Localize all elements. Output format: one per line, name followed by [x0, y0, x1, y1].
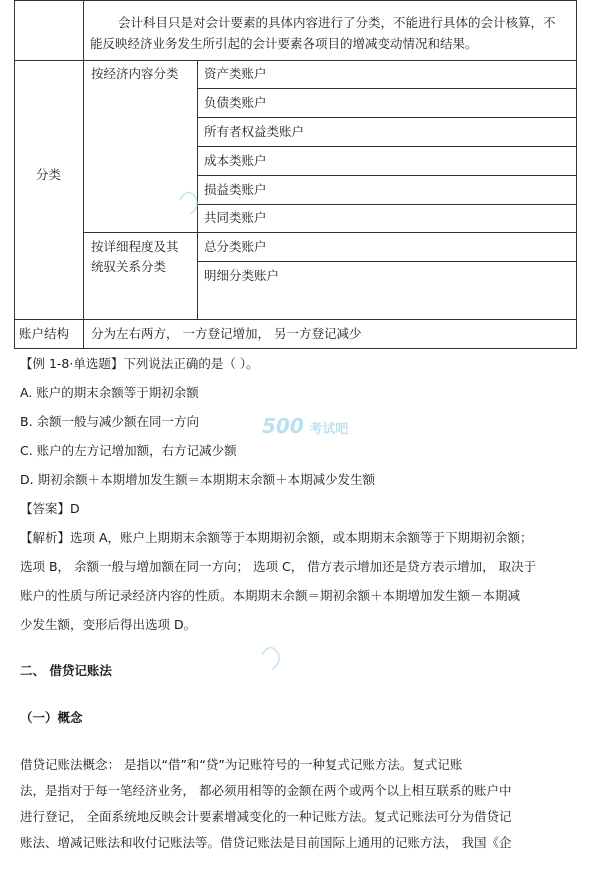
by-detail-label-line-2: 统驭关系分类 — [91, 259, 167, 274]
by-content-label: 按经济内容分类 — [91, 66, 179, 81]
body-line-4: 账法、增减记账法和收付记账法等。借贷记账法是目前国际上通用的记账方法， 我国《企 — [20, 835, 512, 850]
option-c: C. 账户的左方记增加额，右方记减少额 — [20, 443, 237, 458]
analysis-line-4: 少发生额，变形后得出选项 D。 — [20, 617, 197, 632]
content-account-common: 共同类账户 — [204, 210, 267, 225]
content-account-profit-loss: 损益类账户 — [204, 182, 267, 197]
content-account-liability: 负债类账户 — [204, 95, 267, 110]
watermark-swirl-icon — [180, 192, 197, 214]
body-line-1: 借贷记账法概念： 是指以“借”和“贷”为记账符号的一种复式记账方法。复式记账 — [20, 757, 463, 772]
content-account-equity: 所有者权益类账户 — [204, 124, 305, 139]
option-a: A. 账户的期末余额等于期初余额 — [20, 385, 199, 400]
analysis-line-2: 选项 B， 余额一般与增加额在同一方向； 选项 C， 借方表示增加还是贷方表示增加， 取决于 — [20, 559, 537, 574]
body-line-3: 进行登记， 全面系统地反映会计要素增减变化的一种记账方法。复式记账法可分为借贷记 — [20, 809, 512, 824]
intro-line-2: 能反映经济业务发生所引起的会计要素各项目的增减变动情况和结果。 — [90, 36, 478, 51]
structure-value: 分为左右两方， 一方登记增加， 另一方登记减少 — [91, 326, 362, 341]
body-line-2: 法，是指对于每一笔经济业务， 都必须用相等的金额在两个或两个以上相互联系的账户中 — [20, 783, 512, 798]
intro-line-1: 会计科目只是对会计要素的具体内容进行了分类，不能进行具体的会计核算，不 — [118, 15, 556, 30]
answer: 【答案】D — [20, 501, 80, 516]
section-subheading: （一）概念 — [20, 710, 83, 725]
by-detail-label-line-1: 按详细程度及其 — [91, 239, 179, 254]
example-title: 【例 1-8·单选题】下列说法正确的是（ ）。 — [20, 356, 259, 371]
analysis-line-3: 账户的性质与所记录经济内容的性质。本期期末余额＝期初余额＋本期增加发生额－本期减 — [20, 588, 521, 603]
section-heading: 二、 借贷记账法 — [20, 663, 112, 678]
classification-label: 分类 — [36, 167, 62, 182]
option-b: B. 余额一般与减少额在同一方向 — [20, 414, 200, 429]
content-account-cost: 成本类账户 — [204, 153, 267, 168]
content-account-asset: 资产类账户 — [204, 66, 267, 81]
structure-label: 账户结构 — [19, 326, 70, 341]
detail-account-subsidiary: 明细分类账户 — [204, 268, 280, 283]
option-d: D. 期初余额＋本期增加发生额＝本期期末余额＋本期减少发生额 — [20, 472, 376, 487]
watermark-swirl-icon — [262, 647, 279, 669]
watermark-number: 500 — [262, 414, 304, 438]
watermark-text: 考试吧 — [309, 422, 349, 437]
analysis-line-1: 【解析】选项 A，账户上期期末余额等于本期期初余额，或本期期末余额等于下期期初余额； — [20, 530, 533, 545]
detail-account-general: 总分类账户 — [204, 239, 267, 254]
